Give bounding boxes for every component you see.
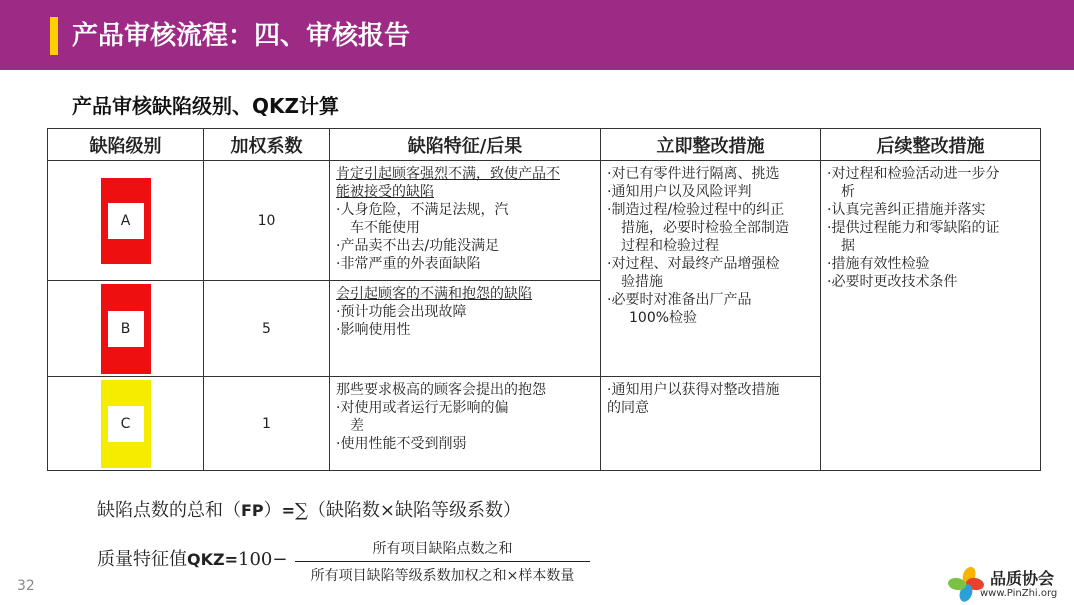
level-badge: [101, 284, 151, 374]
table-header-row: [48, 129, 1041, 161]
weight-cell: 10: [204, 161, 330, 281]
title-accent-bar: [50, 17, 58, 55]
header-features: 缺陷特征/后果: [330, 129, 601, 161]
level-letter: A: [108, 203, 144, 239]
followup-line: ·措施有效性检验: [827, 256, 930, 272]
level-letter: B: [108, 311, 144, 347]
qkz-fraction: [295, 538, 590, 585]
section-subtitle: 产品审核缺陷级别、QKZ计算: [72, 94, 340, 118]
followup-line: ·必要时更改技术条件: [827, 274, 958, 290]
measure-line: 100%检验: [629, 310, 698, 326]
feature-line: ·使用性能不受到削弱: [336, 436, 467, 452]
level-letter: C: [108, 406, 144, 442]
qkz-prefix: 质量特征值: [97, 549, 187, 570]
pinzhi-logo: [948, 566, 1068, 602]
measure-line: ·通知用户以及风险评判: [607, 184, 752, 200]
feature-line: 肯定引起顾客强烈不满，致使产品不: [336, 166, 560, 182]
feature-line: 差: [350, 418, 364, 434]
fraction-numerator: 所有项目缺陷点数之和: [295, 538, 590, 562]
measure-line: ·对已有零件进行隔离、挑选: [607, 166, 780, 182]
fp-rhs: ∑（缺陷数×缺陷等级系数）: [295, 500, 521, 521]
weight-cell: 5: [204, 281, 330, 377]
immediate-measures-cell: [601, 161, 821, 377]
level-cell: [48, 161, 204, 281]
measure-line: 的同意: [607, 400, 649, 416]
qkz-rhs: 100−: [238, 549, 288, 570]
feature-line: ·影响使用性: [336, 322, 411, 338]
qkz-formula: [97, 545, 287, 571]
level-badge: [101, 178, 151, 264]
measure-line: ·对过程、对最终产品增强检: [607, 256, 780, 272]
followup-line: ·提供过程能力和零缺陷的证: [827, 220, 1000, 236]
feature-line: 能被接受的缺陷: [336, 184, 434, 200]
measure-line: ·通知用户以获得对整改措施: [607, 382, 780, 398]
page-number: 32: [17, 578, 35, 594]
level-badge: [101, 380, 151, 468]
fp-abbr: FP: [241, 501, 264, 520]
fp-suffix: ）: [263, 500, 282, 521]
page-title: 产品审核流程：四、审核报告: [72, 21, 411, 51]
fp-prefix: 缺陷点数的总和（: [97, 500, 241, 521]
weight-cell: 1: [204, 377, 330, 471]
fp-formula: [97, 496, 521, 522]
immediate-measures-cell: [601, 377, 821, 471]
features-cell: [330, 377, 601, 471]
followup-line: ·对过程和检验活动进一步分: [827, 166, 1000, 182]
title-bar: [0, 0, 1074, 70]
fp-equals: =: [281, 501, 296, 520]
feature-line: ·预计功能会出现故障: [336, 304, 467, 320]
header-defect-level: 缺陷级别: [48, 129, 204, 161]
feature-line: ·非常严重的外表面缺陷: [336, 256, 481, 272]
followup-line: ·认真完善纠正措施并落实: [827, 202, 986, 218]
fraction-denominator: 所有项目缺陷等级系数加权之和×样本数量: [310, 568, 575, 584]
followup-line: 据: [841, 238, 855, 254]
measure-line: 过程和检验过程: [621, 238, 719, 254]
feature-line: ·对使用或者运行无影响的偏: [336, 400, 509, 416]
features-cell: [330, 281, 601, 377]
features-cell: [330, 161, 601, 281]
level-cell: [48, 281, 204, 377]
feature-line: 会引起顾客的不满和抱怨的缺陷: [336, 286, 532, 302]
table-row: [48, 161, 1041, 281]
feature-line: 车不能使用: [350, 220, 420, 236]
logo-name: 品质协会: [990, 569, 1055, 588]
measure-line: ·必要时对准备出厂产品: [607, 292, 752, 308]
followup-measures-cell: [821, 161, 1041, 471]
measure-line: ·制造过程/检验过程中的纠正: [607, 202, 785, 218]
followup-line: 析: [841, 184, 855, 200]
header-weight: 加权系数: [204, 129, 330, 161]
feature-line: 那些要求极高的顾客会提出的抱怨: [336, 382, 546, 398]
measure-line: 措施，必要时检验全部制造: [621, 220, 789, 236]
header-followup-measures: 后续整改措施: [821, 129, 1041, 161]
qkz-abbr: QKZ=: [187, 550, 239, 569]
measure-line: 验措施: [621, 274, 663, 290]
defect-level-table: [47, 128, 1041, 471]
feature-line: ·人身危险，不满足法规，汽: [336, 202, 509, 218]
flower-logo-icon: [948, 566, 984, 602]
feature-line: ·产品卖不出去/功能没满足: [336, 238, 500, 254]
logo-url: www.PinZhi.org: [980, 588, 1058, 599]
level-cell: [48, 377, 204, 471]
header-immediate-measures: 立即整改措施: [601, 129, 821, 161]
